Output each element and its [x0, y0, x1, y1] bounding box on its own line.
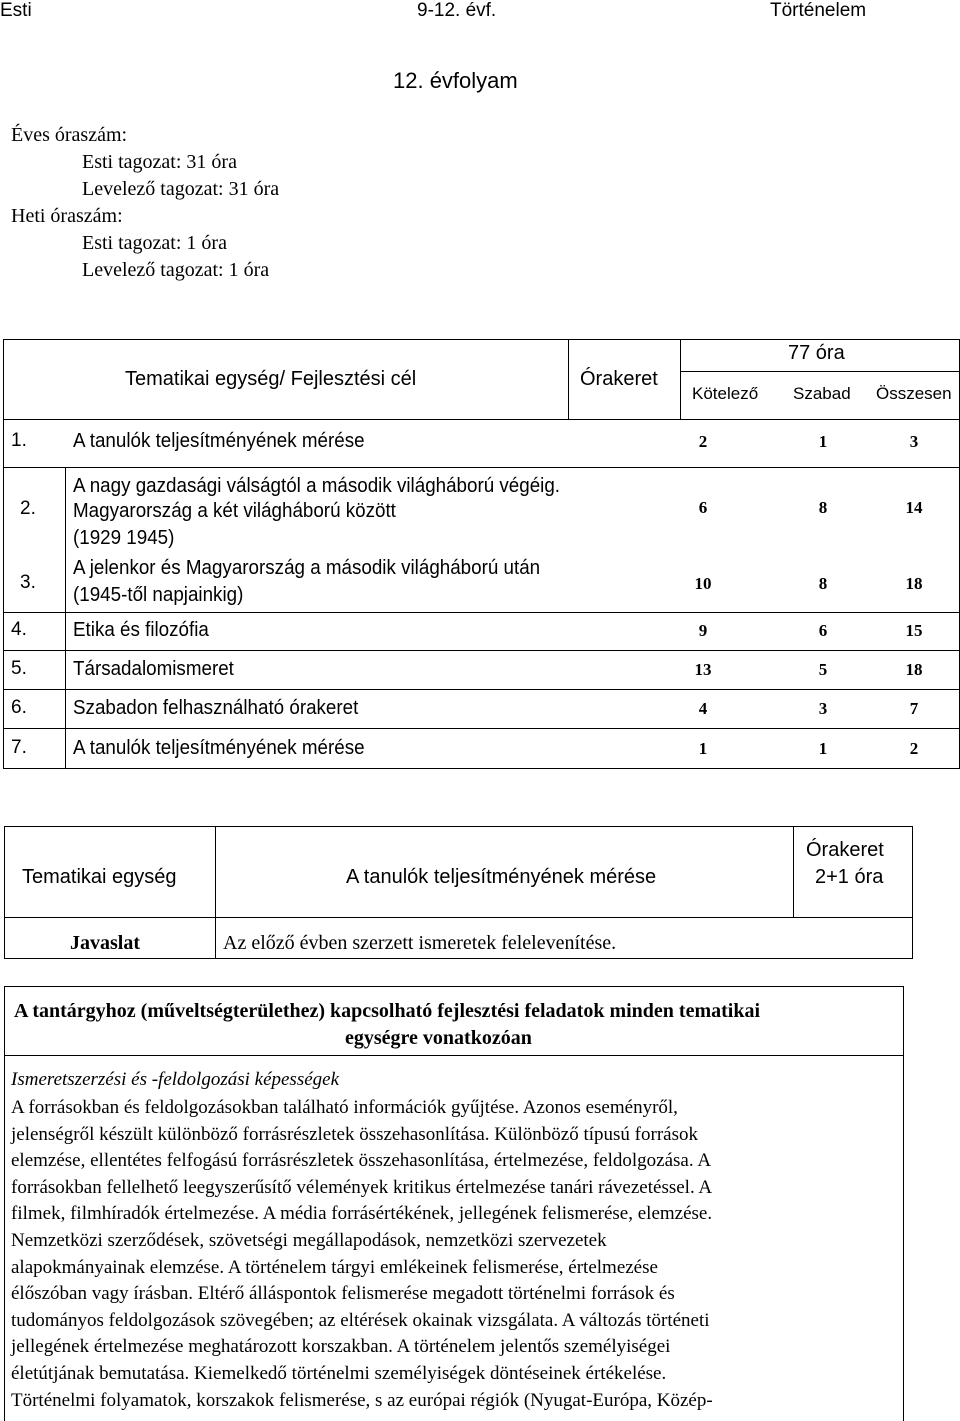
header-right: Történelem — [770, 0, 867, 21]
row-free: 5 — [818, 660, 828, 679]
paragraph-line: A forrásokban és feldolgozásokban található információk gyűjtése. Azonos eseményről, — [11, 1097, 678, 1118]
row-free: 3 — [818, 699, 828, 718]
row-mandatory: 6 — [698, 498, 708, 517]
row-sum: 15 — [905, 621, 923, 640]
annual-hours-levelezo: Levelező tagozat: 31 óra — [82, 178, 280, 200]
tasks-heading-line-1: A tantárgyhoz (műveltségterülethez) kapcsolható fejlesztési feladatok minden tematikai — [14, 1000, 760, 1022]
paragraph-line: tudományos feldolgozások szövegében; az eltérések okainak vizsgálata. A változás történeti — [11, 1309, 710, 1331]
row-free: 8 — [818, 498, 828, 517]
unit-title: A tanulók teljesítményének mérése — [346, 866, 657, 888]
row-mandatory: 1 — [698, 739, 708, 758]
row-mandatory: 13 — [694, 660, 712, 679]
paragraph-line: elemzése, ellentétes felfogású forrásrészletek összehasonlítása, értelmezése, feldolgozása. A — [11, 1150, 712, 1172]
weekly-hours-esti: Esti tagozat: 1 óra — [82, 232, 227, 254]
frame-value: 2+1 óra — [815, 866, 884, 888]
row-sum: 7 — [909, 699, 919, 718]
unit-label: Tematikai egység — [22, 866, 177, 888]
row-mandatory: 10 — [694, 574, 712, 593]
header-center: 9-12. évf. — [417, 0, 497, 21]
paragraph-line: élőszóban vagy írásban. Eltérő álláspontok felismerése megadott történelmi források és — [11, 1283, 675, 1305]
paragraph-line: alapokmányainak elemzése. A történelem tárgyi emlékeinek felismerése, értelmezése — [11, 1256, 658, 1278]
row-title-line-1: A nagy gazdasági válságtól a második világháború végéig. — [73, 475, 561, 497]
row-free: 8 — [818, 574, 828, 593]
suggestion-text: Az előző évben szerzett ismeretek felelevenítése. — [223, 932, 617, 954]
row-title-line-3: (1929 1945) — [73, 527, 175, 549]
row-sum: 18 — [905, 574, 923, 593]
row-sum: 18 — [905, 660, 923, 679]
row-number: 4. — [11, 619, 27, 640]
paragraph-line: Történelmi folyamatok, korszakok felismerése, s az európai régiók (Nyugat-Európa, Közép- — [11, 1389, 713, 1411]
row-mandatory: 2 — [698, 432, 708, 451]
row-title-line-1: A jelenkor és Magyarország a második világháború után — [73, 557, 541, 579]
grade-title: 12. évfolyam — [393, 68, 518, 93]
row-sum: 3 — [909, 432, 919, 451]
row-sum: 2 — [909, 739, 919, 758]
col-total-hours-header: 77 óra — [788, 342, 845, 364]
row-number: 1. — [11, 430, 27, 451]
skills-paragraph — [11, 1095, 713, 1414]
row-mandatory: 4 — [698, 699, 708, 718]
suggestion-label: Javaslat — [70, 932, 140, 954]
row-title: Szabadon felhasználható órakeret — [73, 697, 359, 719]
paragraph-line: filmek, filmhíradók értelmezése. A média forrásértékének, jellegének felismerése, elemzése. — [11, 1203, 713, 1225]
row-number: 6. — [11, 697, 27, 718]
paragraph-line: forrásokban fellelhető leegyszerűsítő vélemények kritikus értelmezése tanári rávezetéssel. A — [11, 1176, 713, 1198]
row-free: 1 — [818, 432, 828, 451]
annual-hours-label: Éves óraszám: — [11, 124, 128, 146]
tasks-heading-line-2: egységre vonatkozóan — [345, 1027, 532, 1049]
col-topic-header: Tematikai egység/ Fejlesztési cél — [125, 368, 417, 390]
annual-hours-esti: Esti tagozat: 31 óra — [82, 151, 237, 173]
row-number: 2. — [20, 498, 36, 519]
row-title: A tanulók teljesítményének mérése — [73, 430, 365, 452]
row-title-line-2: (1945-től napjainkig) — [73, 584, 244, 606]
header-left: Esti — [0, 0, 32, 21]
paragraph-line: életútjának bemutatása. Kiemelkedő történelmi személyiségek döntéseinek értékelése. — [11, 1362, 667, 1384]
row-sum: 14 — [905, 498, 923, 517]
row-number: 5. — [11, 658, 27, 679]
row-number: 3. — [20, 572, 36, 593]
row-title: A tanulók teljesítményének mérése — [73, 737, 365, 759]
row-title-line-2: Magyarország a két világháború között — [73, 500, 396, 522]
paragraph-line: jelenségről készült különböző forrásrészletek összehasonlítása. Különböző típusú források — [11, 1123, 698, 1145]
row-free: 6 — [818, 621, 828, 640]
frame-label: Órakeret — [806, 839, 884, 861]
weekly-hours-levelezo: Levelező tagozat: 1 óra — [82, 259, 270, 281]
col-mandatory-header: Kötelező — [692, 384, 759, 403]
row-title: Társadalomismeret — [73, 658, 234, 680]
col-frame-header: Órakeret — [580, 368, 658, 390]
skills-subtitle: Ismeretszerzési és -feldolgozási képességek — [11, 1069, 340, 1090]
row-number: 7. — [11, 737, 27, 758]
col-sum-header: Összesen — [876, 384, 952, 403]
weekly-hours-label: Heti óraszám: — [11, 205, 123, 227]
col-free-header: Szabad — [793, 384, 851, 403]
paragraph-line: jellegének értelmezése meghatározott korszakban. A történelem jelentős személyiségei — [11, 1336, 671, 1358]
row-mandatory: 9 — [698, 621, 708, 640]
row-title: Etika és filozófia — [73, 619, 209, 641]
paragraph-line: Nemzetközi szerződések, szövetségi megállapodások, nemzetközi szervezetek — [11, 1229, 607, 1251]
row-free: 1 — [818, 739, 828, 758]
